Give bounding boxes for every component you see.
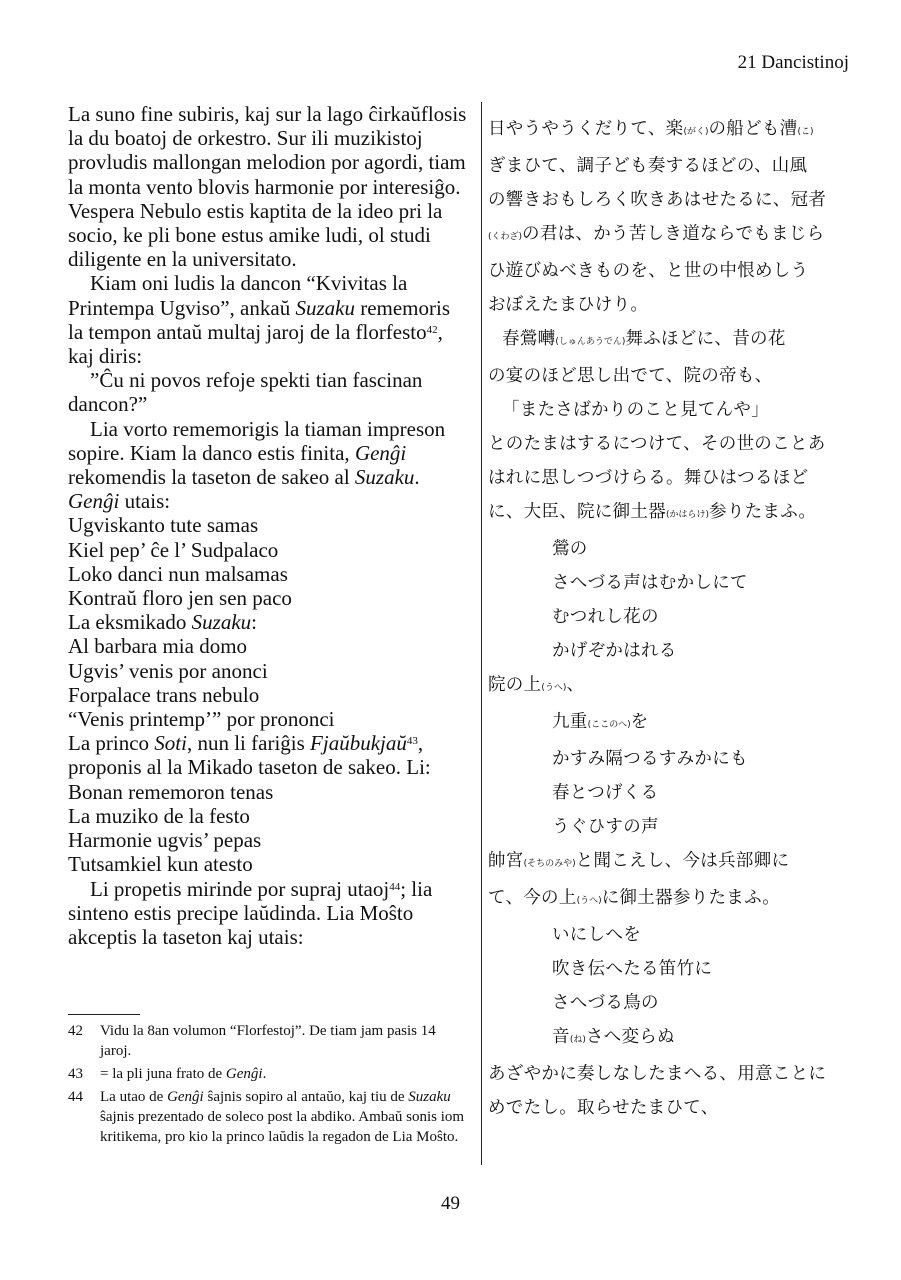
verse-line: 音(ね)さへ変らぬ — [552, 1027, 675, 1047]
text-line: ひ遊びぬべきものを、と世の中恨めしう — [488, 261, 809, 281]
verse-line: むつれし花の — [552, 607, 659, 627]
verse-line: Bonan rememoron tenas — [68, 779, 274, 804]
text-line: とのたまはするにつけて、その世のことあ — [488, 434, 826, 454]
column-divider — [481, 102, 482, 1165]
footnote-ref[interactable]: 43 — [406, 735, 418, 748]
japanese-column — [488, 112, 868, 1125]
paragraph: La princo Soti, nun li fariĝis Fjaŭbukjaŭ$^{43}$, proponis al la Mikado taseton de sakeo. Li: — [68, 731, 431, 780]
text-line: あざやかに奏しなしたまへる、用意ことに — [488, 1064, 827, 1084]
ruby-reading: (がく) — [683, 127, 709, 137]
chapter-header: 21 Dancistinoj — [737, 52, 849, 73]
paragraph: Lia vorto rememorigis la tiaman impreson sopire. Kiam la danco estis finita, Genĝi rekomendis la taseton de sakeo al Suzaku. Genĝi utais: — [68, 416, 446, 514]
paragraph: ”Ĉu ni povos refoje spekti tian fascinan dancon?” — [68, 368, 423, 417]
text-line: の響きおもしろく吹きあはせたるに、冠者 — [488, 190, 827, 210]
verse-line: かげぞかはれる — [552, 641, 677, 661]
esperanto-column — [68, 102, 468, 949]
verse-line: Ugviskanto tute samas — [68, 513, 259, 538]
verse-line: 九重(ここのへ)を — [552, 712, 649, 732]
verse-line: 鶯の — [552, 539, 588, 559]
text-line: て、今の上(うへ)に御土器参りたまふ。 — [488, 888, 781, 908]
verse-line: 春とつげくる — [552, 783, 659, 803]
text-line: 日やうやうくだりて、楽(がく)の船ども漕(こ) — [488, 119, 814, 139]
footnote-ref[interactable]: 42 — [426, 323, 438, 336]
verse-line: いにしへを — [552, 925, 641, 945]
paragraph: La suno fine subiris, kaj sur la lago ĉirkaŭflosis la du boatoj de orkestro. Sur ili muzikistoj provludis mallongan melodion por agordi, tiam la monta vento blovis harmonie por interesiĝo. Vespera Nebulo estis kaptita de la ideo pri la socio, ke pli bone estus amike ludi, ol studi diligente en la universitato. — [68, 102, 467, 272]
text-line: 春鶯囀(しゅんあうでん)舞ふほどに、昔の花 — [502, 329, 786, 349]
verse-line: Kontraŭ floro jen sen paco — [68, 586, 292, 611]
text-line: の宴のほど思し出でて、院の帝も、 — [488, 366, 773, 386]
verse-line: うぐひすの声 — [552, 817, 659, 837]
verse-line: Kiel pep’ ĉe l’ Sudpalaco — [68, 537, 279, 562]
text-line: に、大臣、院に御土器(かはらけ)参りたまふ。 — [488, 502, 817, 522]
footnote-number: 44 — [68, 1089, 83, 1105]
ruby-reading: (ここのへ) — [587, 720, 631, 730]
paragraph: Li propetis mirinde por supraj utaoj$^{44}$; lia sinteno estis precipe laŭdinda. Lia Moŝto akceptis la taseton kaj utais: — [68, 876, 433, 949]
verse-line: Ugvis’ venis por anonci — [68, 658, 268, 683]
footnote-44 — [68, 1087, 468, 1147]
verse-line: Harmonie ugvis’ pepas — [68, 828, 262, 853]
text-line: めでたし。取らせたまひて、 — [488, 1098, 719, 1118]
verse-line: La muziko de la festo — [68, 803, 250, 828]
verse-line: 吹き伝へたる笛竹に — [552, 959, 713, 979]
text-line: (くわざ)の君は、かう苦しき道ならでもまじら — [488, 224, 825, 244]
footnote-text: Vidu la 8an volumon “Florfestoj”. De tiam jam pasis 14 jaroj. — [100, 1023, 436, 1059]
ruby-reading: (くわざ) — [488, 232, 523, 242]
text-line: 「またさばかりのこと見てんや」 — [502, 400, 769, 420]
verse-line: さへづる声はむかしにて — [552, 573, 748, 593]
ruby-reading: (しゅんあうでん) — [555, 337, 626, 347]
paragraph: La eksmikado Suzaku: — [68, 610, 257, 635]
ruby-reading: (ね) — [569, 1035, 586, 1045]
verse-line: かすみ隔つるすみかにも — [552, 749, 748, 769]
ruby-reading: (こ) — [797, 127, 814, 137]
ruby-reading: (かはらけ) — [666, 510, 710, 520]
verse-line: Forpalace trans nebulo — [68, 682, 260, 707]
page-number: 49 — [441, 1193, 460, 1214]
text-line: はれに思しつづけらる。舞ひはつるほど — [488, 468, 809, 488]
footnotes — [68, 1021, 468, 1150]
verse-line: Loko danci nun malsamas — [68, 561, 288, 586]
ruby-reading: (そちのみや) — [523, 859, 576, 869]
text-line: ぎまひて、調子ども奏するほどの、山風 — [488, 156, 808, 176]
text-line: 帥宮(そちのみや)と聞こえし、今は兵部卿に — [488, 851, 790, 871]
footnote-43 — [68, 1064, 468, 1084]
text-line: 院の上(うへ)、 — [488, 675, 585, 695]
ruby-reading: (うへ) — [576, 896, 602, 906]
footnote-text: = la pli juna frato de Genĝi. — [100, 1066, 267, 1082]
footnote-number: 43 — [68, 1066, 83, 1082]
verse-line: “Venis printemp’” por prononci — [68, 707, 335, 732]
footnote-42 — [68, 1021, 468, 1061]
verse-line: Tutsamkiel kun atesto — [68, 852, 253, 877]
paragraph: Kiam oni ludis la dancon “Kvivitas la Printempa Ugviso”, ankaŭ Suzaku rememoris la tempon antaŭ multaj jaroj de la florfesto$^{42}$, kaj diris: — [68, 271, 451, 369]
footnote-ref[interactable]: 44 — [389, 880, 401, 893]
footnote-number: 42 — [68, 1023, 83, 1039]
verse-line: さへづる鳥の — [552, 993, 659, 1013]
ruby-reading: (うへ) — [541, 683, 567, 693]
footnote-divider — [68, 1014, 140, 1015]
footnote-text: La utao de Genĝi ŝajnis sopiro al antaŭo, kaj tiu de Suzaku ŝajnis prezentado de soleco post la abdiko. Ambaŭ sonis iom kritikema, pro kio la princo laŭdis la regadon de Lia Moŝto. — [100, 1089, 465, 1145]
verse-line: Al barbara mia domo — [68, 634, 248, 659]
text-line: おぼえたまひけり。 — [488, 295, 649, 315]
